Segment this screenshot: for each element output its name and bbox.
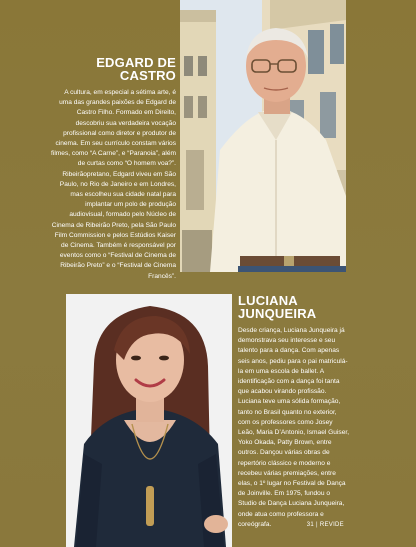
name-line-1: EDGARD DE xyxy=(96,55,176,70)
photo-edgard-de-castro xyxy=(180,0,346,272)
name-line-1: LUCIANA xyxy=(238,293,298,308)
photo-luciana-junqueira xyxy=(66,294,232,547)
profile-luciana xyxy=(238,294,350,530)
page-folio: 31 | REVIDE xyxy=(306,522,344,528)
profile-edgard xyxy=(50,56,176,282)
profile-name xyxy=(50,56,176,82)
profile-name xyxy=(238,294,350,320)
profile-bio: Desde criança, Luciana Junqueira já demonstrava seu interesse e seu talento para a dança. Com apenas seis anos, pediu para o pai matriculá-la em uma escola de ballet. A identificação com a dança foi tanta que acabou virando profissão. Luciana teve uma sólida formação, tanto no Brasil quanto no exterior, com os professores como Josey Leão, Maria D’Antonio, Ismael Guiser, Yoko Okada, Patty Brown, entre outros. Dançou várias obras de repertório clássico e moderno e recebeu várias premiações, entre elas, o 1º lugar no Festival de Dança de Joinville. Em 1975, fundou o Studio de Dança Luciana Junqueira, onde atua como professora e coreógrafa. xyxy=(238,327,350,528)
name-line-2: CASTRO xyxy=(119,68,176,83)
name-line-2: JUNQUEIRA xyxy=(238,306,317,321)
profile-bio: A cultura, em especial a sétima arte, é uma das grandes paixões de Edgard de Castro Filho. Formado em Direito, descobriu sua verdadeira vocação profissional como diretor e produtor de cinema. Em seu currículo constam vários filmes, como “A Carne”, e “Paranoia”, além de curtas como “O homem voa?”. Ribeirãopretano, Edgard viveu em São Paulo, no Rio de Janeiro e em Londres, mas escolheu sua cidade natal para implantar um polo de produção audiovisual, formado pelo Núcleo de Cinema de Ribeirão Preto, pela São Paulo Film Commission e pelos Estúdios Kaiser de Cinema. Também é responsável por eventos como o “Festival de Cinema de Ribeirão Preto” e o “Festival de Cinema Francês”. xyxy=(51,89,176,280)
